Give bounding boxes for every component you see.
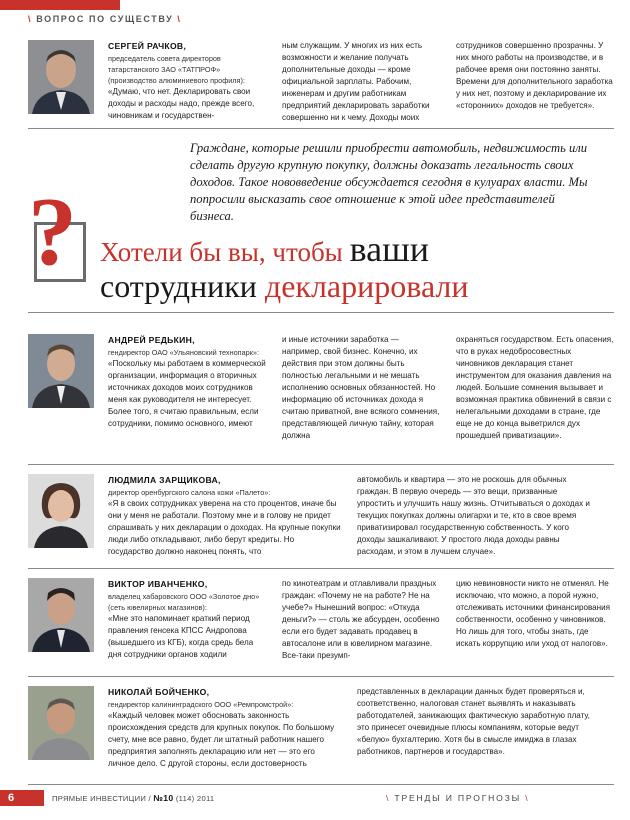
portrait-photo	[28, 686, 94, 760]
person-name: СЕРГЕЙ РАЧКОВ,	[108, 41, 187, 51]
page-title	[100, 229, 469, 304]
section-slash-close: \	[177, 14, 182, 24]
footer-section	[386, 793, 529, 803]
question-mark-icon: ?	[28, 196, 90, 286]
headline-part: сотрудники	[100, 268, 257, 304]
top-accent-bar	[0, 0, 120, 10]
headline-part: ваши	[349, 229, 430, 269]
person-role: председатель совета директоров татарстанского ЗАО «ТАТПРОФ» (производство алюминиевого профиля):	[108, 54, 245, 85]
issue-number: №10	[153, 793, 174, 803]
divider	[28, 464, 614, 465]
page-footer	[0, 790, 630, 810]
person-role: гендиректор калининградского ООО «Ремпромстрой»:	[108, 700, 294, 709]
quote-text: и иные источники заработка — например, свой бизнес. Конечно, их действия при этом должны быть полностью легальными и не мешать исполнению основных обязанностей. Но информацию об источниках дохода я считаю приватной, вне всякого сомнения, представляющей личную тайну, которая должна	[282, 335, 440, 440]
divider	[28, 312, 614, 313]
quote-text: представленных в декларации данных будет проверяться и, соответственно, налоговая станет выявлять и наказывать работодателей, занижающих фактическую заработную плату, это принесет очевидные плюсы компаниям, которые ведут «белую» бухгалтерию. Хотя бы в смысле имиджа в глазах работников, партнеров и государства».	[357, 687, 590, 756]
portrait-photo	[28, 40, 94, 114]
person-role: гендиректор ОАО «Ульяновский технопарк»:	[108, 348, 260, 357]
section-slash-open: \	[28, 14, 33, 24]
section-label	[28, 14, 182, 24]
divider	[28, 568, 614, 569]
footer-section-text: ТРЕНДЫ И ПРОГНОЗЫ	[394, 793, 522, 803]
quote-text: цию невиновности никто не отменял. Не исключаю, что можно, а порой нужно, отслеживать источники финансирования собственности, особенно у чиновников. Но лишь для того, чтобы знать, где искать коррупцию или уход от налогов».	[456, 579, 611, 648]
person-name: ЛЮДМИЛА ЗАРЩИКОВА,	[108, 475, 221, 485]
quote-text: «Думаю, что нет. Декларировать свои доходы и расходы надо, прежде всего, чиновникам и государствен-	[108, 87, 255, 120]
divider	[28, 676, 614, 677]
divider	[28, 128, 614, 129]
footer-slash-close: \	[525, 793, 530, 803]
quote-text: «Мне это напоминает краткий период правления генсека КПСС Андропова (вышедшего из КГБ), когда средь бела дня сотрудники органов ходили	[108, 614, 254, 659]
issue-separator: /	[148, 794, 151, 803]
headline-part: Хотели бы вы, чтобы	[100, 237, 343, 267]
portrait-photo	[28, 474, 94, 548]
issue-year: (114) 2011	[175, 794, 215, 803]
section-label-text: ВОПРОС ПО СУЩЕСТВУ	[36, 14, 174, 24]
quote-text: ным служащим. У многих из них есть возможности и желание получать дополнительные доходы — кроме официальной зарплаты. Рабочим, инженерам и другим работникам предприятий декларировать заработки совершенно ни к чему. Доходы моих	[282, 41, 430, 122]
portrait-photo	[28, 578, 94, 652]
quote-text: сотрудников совершенно прозрачны. У них много работы на производстве, и в рабочее время они постоянно заняты. Времени для дополнительного заработка у них нет, поэтому и декларирование их «сторонних» доходов не требуется».	[456, 41, 613, 110]
quote-text: охраняться государством. Есть опасения, что в руках недобросовестных чиновников декларация станет инструментом для оказания давления на людей. Большие сомнения вызывает и возможная практика обвинений в связи с нелегальными доходами в стране, где еще не до конца выветрился дух прошедшей приватизации».	[456, 335, 614, 440]
footer-divider	[28, 784, 614, 785]
magazine-info	[52, 793, 214, 803]
lead-paragraph: Граждане, которые решили приобрести автомобиль, недвижимость или сделать другую крупную покупку, должны доказать легальность своих доходов. Такое нововведение обсуждается сегодня в кулуарах власти. Мы попросили высказать свое отношение к этой идее представителей бизнеса.	[190, 141, 588, 223]
person-role: директор оренбургского салона кожи «Палето»:	[108, 488, 271, 497]
portrait-photo	[28, 334, 94, 408]
quote-text: «Я в своих сотрудниках уверена на сто процентов, иначе бы они у меня не работали. Поэтому мне и в голову не придет спрашивать у них декларации о доходах. На крупные покупки люди либо откладывают, либо берут кредиты. Но государство должно наконец понять, что	[108, 499, 341, 556]
person-name: АНДРЕЙ РЕДЬКИН,	[108, 335, 195, 345]
quote-text: автомобиль и квартира — это не роскошь для обычных граждан. В первую очередь — это вещи, призванные упростить и улучшить нашу жизнь. Отчитываться о доходах и текущих покупках должны олигархи и те, кто в свое время приватизировал государственную собственность. У кого доходы зашкаливают. У простого люда доходы равны расходам, и этом в лучшем случае».	[357, 475, 590, 556]
headline-part: декларировали	[264, 268, 469, 304]
person-name: ВИКТОР ИВАНЧЕНКО,	[108, 579, 208, 589]
quote-text: «Каждый человек может обосновать законность происхождения средств для крупных покупок. По большому счету, мне все равно, будет ли штатный работник нашего предприятия заполнять декларацию или нет — это его личное дело. С другой стороны, если достоверность	[108, 711, 335, 768]
person-name: НИКОЛАЙ БОЙЧЕНКО,	[108, 687, 210, 697]
magazine-name: ПРЯМЫЕ ИНВЕСТИЦИИ	[52, 794, 147, 803]
footer-slash-open: \	[386, 793, 391, 803]
page-number: 6	[0, 790, 44, 806]
quote-text: «Поскольку мы работаем в коммерческой организации, информация о вторичных источниках доходов моих сотрудников меня как руководителя не интересует. Более того, я считаю правильным, если сотрудники, помимо основного, имеют	[108, 359, 266, 428]
person-role: владелец хабаровского ООО «Золотое дно» (сеть ювелирных магазинов):	[108, 592, 260, 612]
quote-text: по кинотеатрам и отлавливали праздных граждан: «Почему не на работе? Не на учебе?» Нынешний вопрос: «Откуда деньги?» — столь же абсурден, особенно если его будет задавать продавец в автосалоне или в ювелирном магазине. Все-таки презумп-	[282, 579, 440, 660]
